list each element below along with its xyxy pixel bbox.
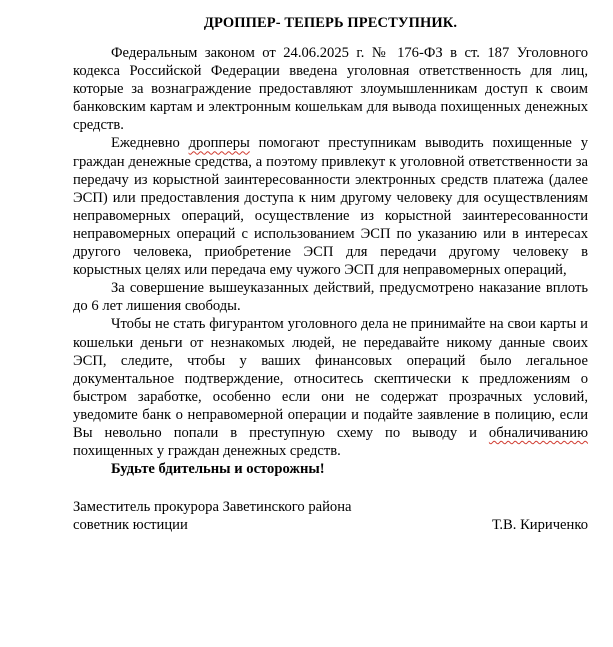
paragraph-advice [73, 315, 588, 460]
signature-position: Заместитель прокурора Заветинского района [73, 499, 352, 516]
paragraph-law: Федеральным законом от 24.06.2025 г. № 176-ФЗ в ст. 187 Уголовного кодекса Российской Федерации введена уголовная ответственность для лиц, которые за вознаграждение предоставляют злоумышленникам доступ к своим банковским картам и электронным кошелькам для вывода похищенных денежных средств. [73, 45, 588, 134]
paragraph-advice-start: Чтобы не стать фигурантом уголовного дела не принимайте на свои карты и кошельки деньги от незнакомых людей, не передавайте никому данные своих ЭСП, следите, чтобы у ваших финансовых операций было легальное документальное подтверждение, относитесь скептически к предложениям о быстром заработке, особенно если они не содержат прозрачных условий, уведомите банк о неправомерной операции и подайте заявление в полицию, если Вы невольно попали в преступную схему по выводу и [73, 316, 588, 441]
paragraph-droppers-rest: помогают преступникам выводить похищенные у граждан денежные средства, а поэтому привлекут к уголовной ответственности за передачу из корыстной заинтересованности электронных средств платежа (далее ЭСП) или предоставления доступа к ним другому человеку для осуществлениям неправомерных операций, осуществление из корыстной заинтересованности неправомерных операций с использованием ЭСП по указанию или в интересах другого человека, приобретение ЭСП для передачи другому человеку в корыстных целях или передача ему чужого ЭСП для неправомерных операций, [73, 135, 588, 279]
signature-name: Т.В. Кириченко [491, 517, 588, 534]
signature-rank: советник юстиции [73, 517, 188, 534]
signature-block [73, 498, 588, 534]
document-title: ДРОППЕР- ТЕПЕРЬ ПРЕСТУПНИК. [203, 15, 458, 31]
warning-text: Будьте бдительны и осторожны! [111, 461, 325, 478]
paragraph-droppers [73, 134, 588, 279]
spellcheck-word-cashing: обналичиванию [488, 424, 588, 441]
paragraph-advice-end: похищенных у граждан денежных средств. [73, 443, 341, 460]
paragraph-droppers-start: Ежедневно [111, 135, 189, 152]
document-page [73, 14, 588, 534]
spellcheck-word-droppers: дропперы [188, 135, 250, 152]
paragraph-penalty: За совершение вышеуказанных действий, предусмотрено наказание вплоть до 6 лет лишения свободы. [73, 280, 588, 315]
signature-row [73, 516, 588, 534]
